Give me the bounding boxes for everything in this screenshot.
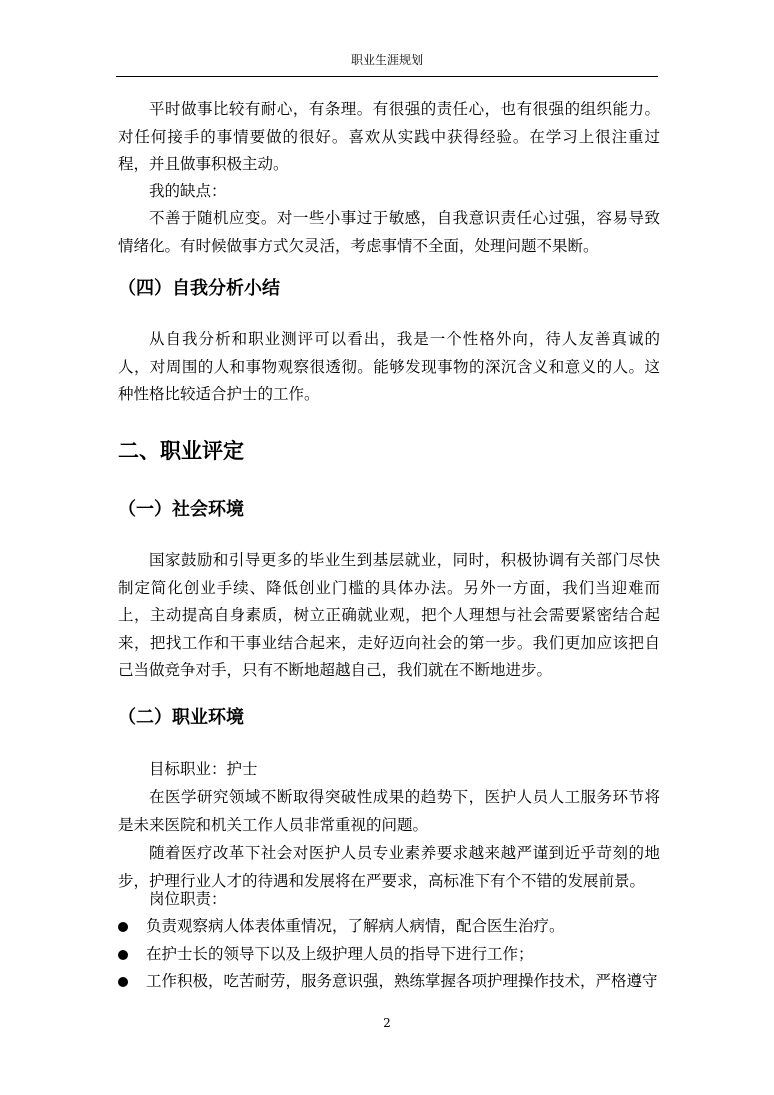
list-item-text: 负责观察病人体表体重情况，了解病人病情，配合医生治疗。 [146, 917, 565, 935]
bullet-icon [118, 922, 128, 932]
running-header: 职业生涯规划 [350, 53, 423, 67]
list-item-text: 工作积极，吃苦耐劳，服务意识强，熟练掌握各项护理操作技术，严格遵守 [146, 972, 658, 990]
weaknesses-label: 我的缺点： [149, 182, 227, 200]
career-environment-paragraph-2: 随着医疗改革下社会对医护人员专业素养要求越来越严谨到近乎苛刻的地步，护理行业人才的待遇和发展将在严要求，高标准下有个不错的发展前景。 [118, 844, 660, 890]
weaknesses-paragraph: 不善于随机应变。对一些小事过于敏感，自我意识责任心过强，容易导致情绪化。有时候做事方式欠灵活，考虑事情不全面，处理问题不果断。 [118, 209, 660, 255]
header-rule [116, 76, 658, 77]
section-heading-career-environment: （二）职业环境 [118, 707, 244, 728]
strengths-paragraph: 平时做事比较有耐心，有条理。有很强的责任心，也有很强的组织能力。对任何接手的事情要做的很好。喜欢从实践中获得经验。在学习上很注重过程，并且做事积极主动。 [118, 100, 660, 173]
social-environment-paragraph: 国家鼓励和引导更多的毕业生到基层就业，同时，积极协调有关部门尽快制定简化创业手续、降低创业门槛的具体办法。另外一方面，我们当迎难而上，主动提高自身素质，树立正确就业观，把个人理想与社会需要紧密结合起来，把找工作和干事业结合起来，走好迈向社会的第一步。我们更加应该把自己当做竞争对手，只有不断地超越自己，我们就在不断地进步。 [118, 551, 660, 679]
section-heading-social-environment: （一）社会环境 [118, 499, 244, 520]
bullet-icon [118, 977, 128, 987]
list-item-text: 在护士长的领导下以及上级护理人员的指导下进行工作； [146, 945, 534, 963]
career-environment-paragraph-1: 在医学研究领域不断取得突破性成果的趋势下，医护人员人工服务环节将是未来医院和机关工作人员非常重视的问题。 [118, 788, 660, 834]
duties-label: 岗位职责： [149, 890, 227, 908]
chapter-heading-career-assessment: 二、职业评定 [118, 439, 244, 463]
bullet-icon [118, 950, 128, 960]
section-heading-self-analysis-summary: （四）自我分析小结 [118, 278, 280, 299]
self-analysis-summary-paragraph: 从自我分析和职业测评可以看出，我是一个性格外向，待人友善真诚的人，对周围的人和事物观察很透彻。能够发现事物的深沉含义和意义的人。这种性格比较适合护士的工作。 [118, 330, 660, 403]
target-career-line: 目标职业：护士 [149, 760, 258, 778]
page-number: 2 [383, 1016, 391, 1030]
